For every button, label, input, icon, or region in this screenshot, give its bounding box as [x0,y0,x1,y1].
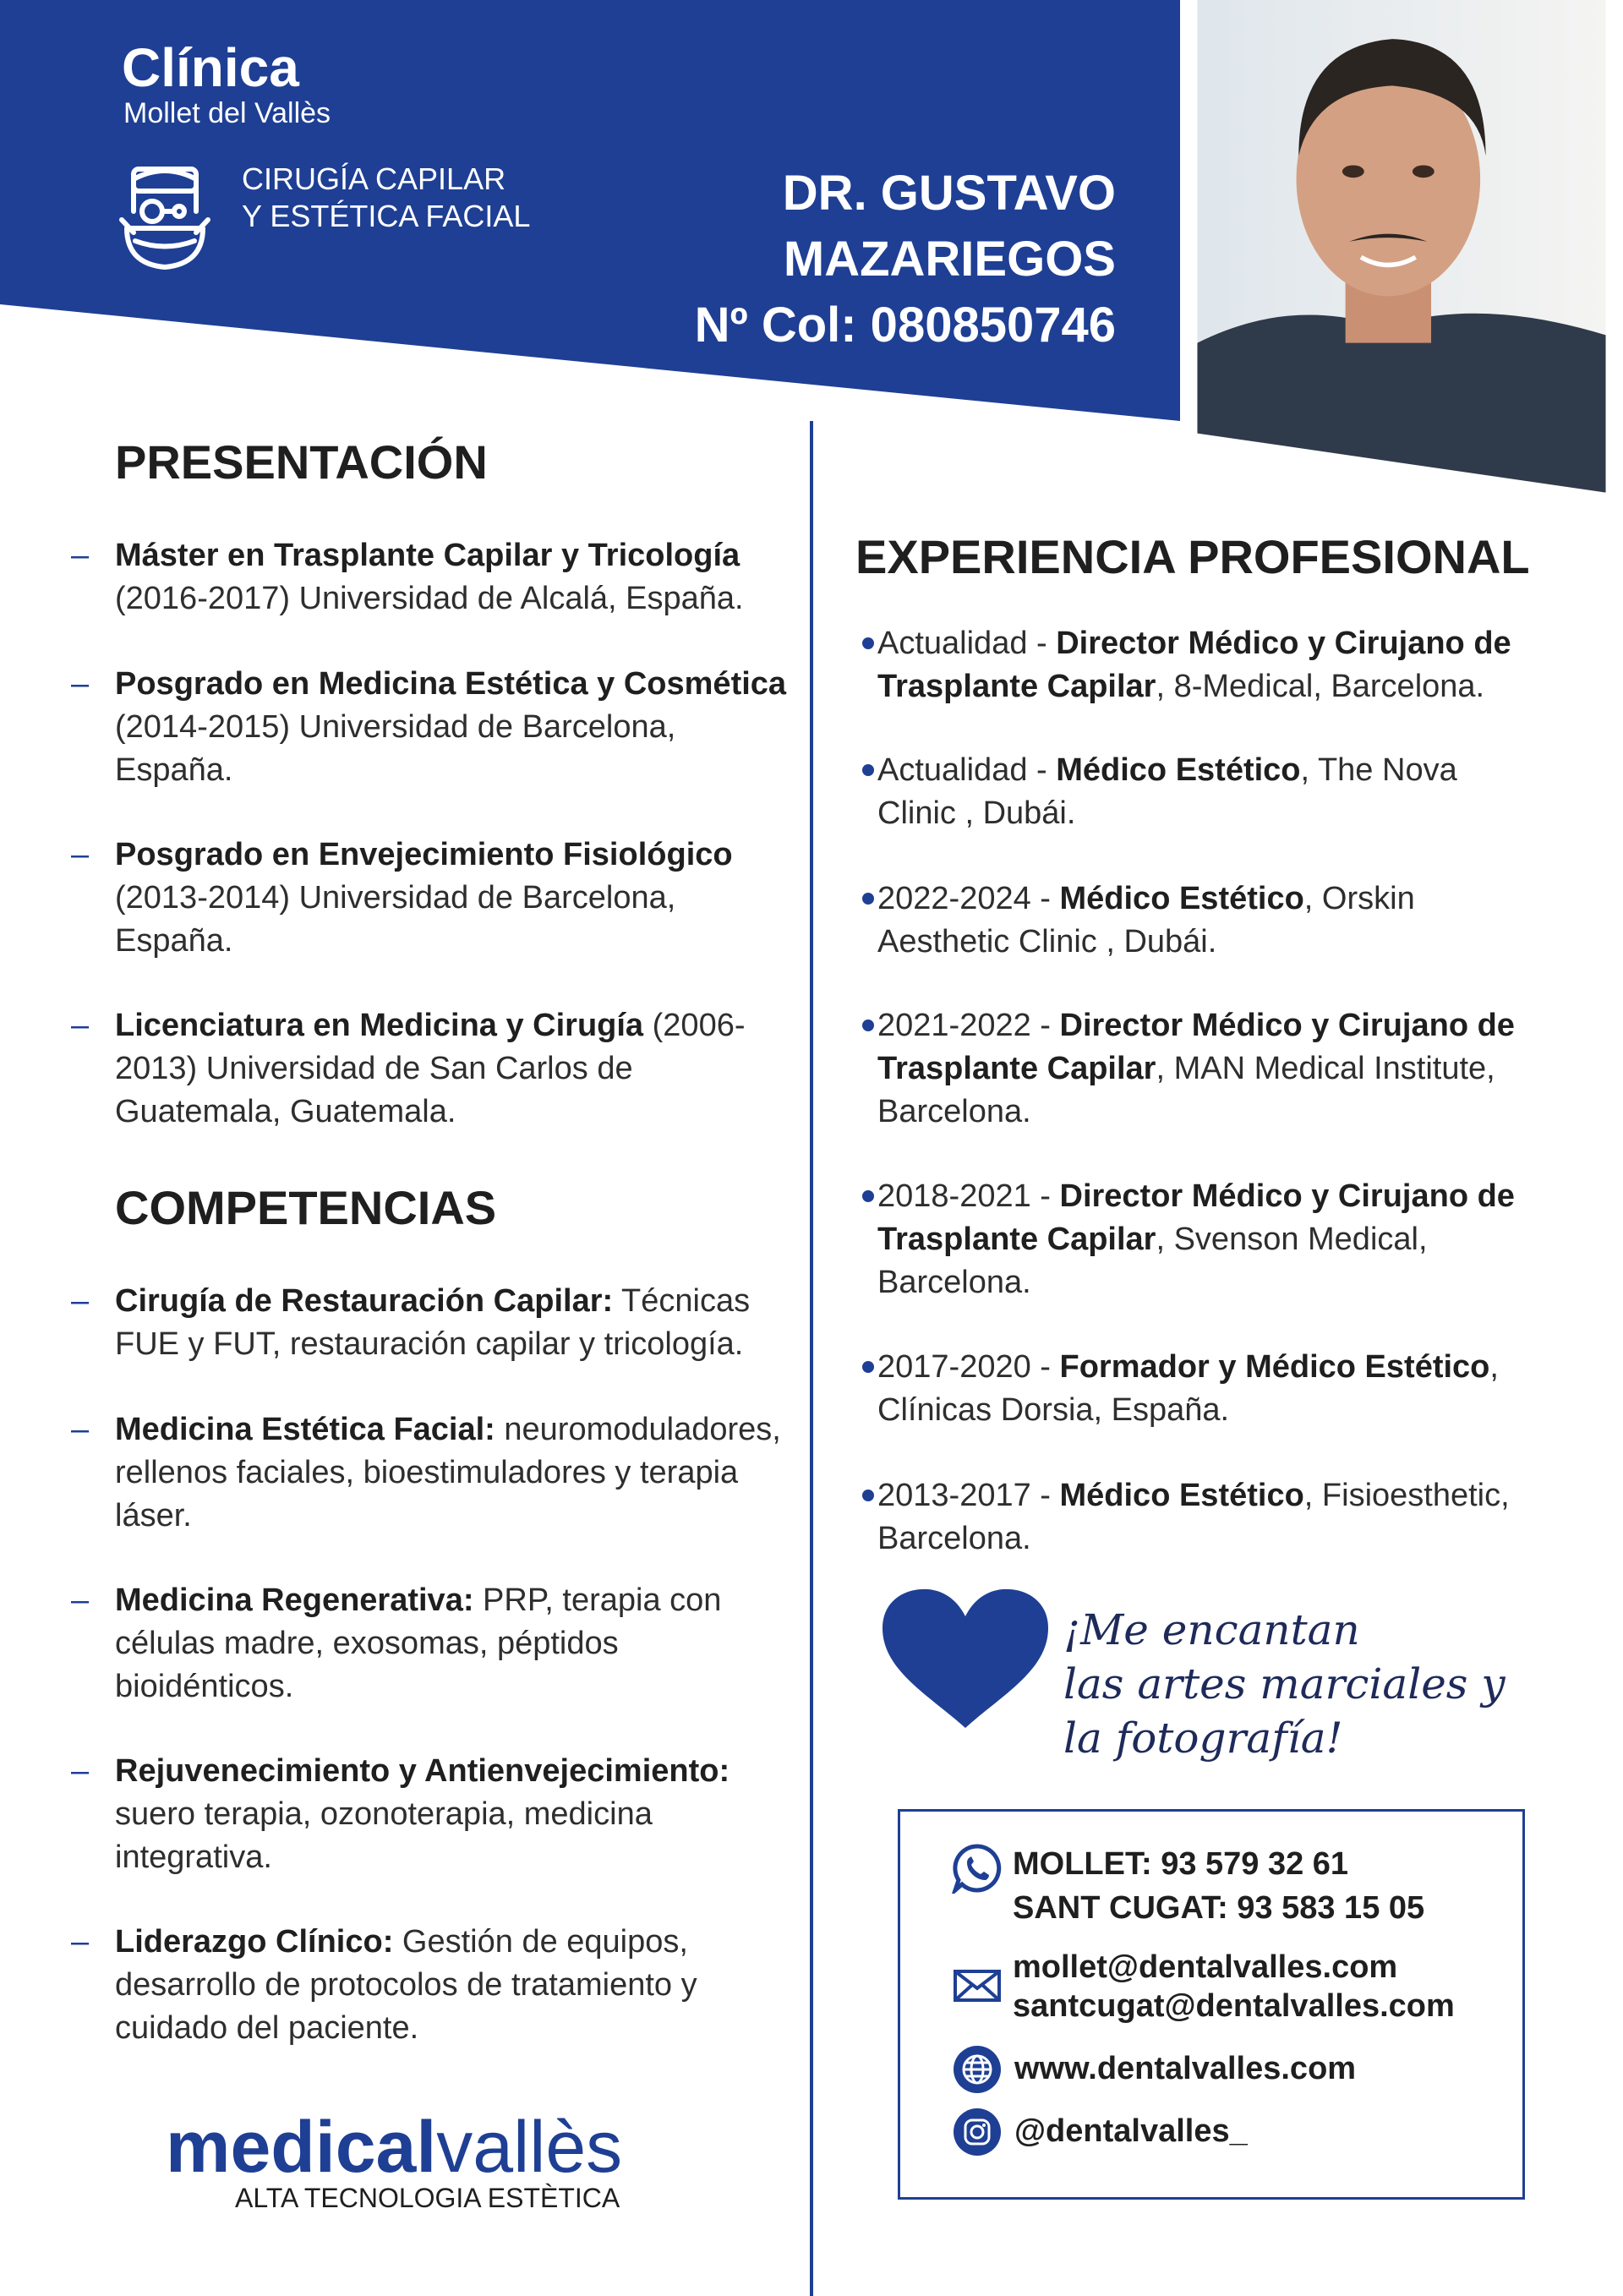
experiencia-item: 2013-2017 - Médico Estético, Fisioesthetic, Barcelona. [877,1478,1510,1556]
medicalvalles-logo [166,2105,622,2189]
website-link[interactable]: www.dentalvalles.com [1014,2051,1357,2086]
presentacion-heading: PRESENTACIÓN [115,435,488,489]
logo-subtitle: ALTA TECNOLOGIA ESTÈTICA [235,2183,620,2213]
experiencia-item: Actualidad - Director Médico y Cirujano de Trasplante Capilar, 8-Medical, Barcelona. [877,626,1511,704]
column-divider [810,421,813,2296]
doctor-photo [1180,0,1623,499]
hobby-line: las artes marciales y [1063,1659,1506,1708]
doctor-name-block [695,161,1116,358]
phone-mollet[interactable]: MOLLET: 93 579 32 61 [1013,1846,1349,1882]
instagram-icon [952,2107,1003,2157]
presentacion-item: Licenciatura en Medicina y Cirugía (2006-2013) Universidad de San Carlos de Guatemala, Guatemala. [115,1008,746,1129]
experiencia-item: 2017-2020 - Formador y Médico Estético, Clínicas Dorsia, España. [877,1349,1499,1428]
whatsapp-icon [952,1843,1003,1894]
competencias-heading: COMPETENCIAS [115,1181,497,1234]
bullet-dot [862,893,874,905]
tagline-facial-aesthetics: Y ESTÉTICA FACIAL [242,199,531,233]
hobby-line: ¡Me encantan [1063,1605,1360,1654]
list-dash: – [71,1924,90,1960]
logo-part-valles: vallès [436,2107,623,2188]
doctor-license-number: Nº Col: 080850746 [694,298,1116,353]
tagline-hair-surgery: CIRUGÍA CAPILAR [242,161,506,196]
bullet-dot [862,1361,874,1373]
list-dash: – [71,1753,90,1789]
presentacion-item: Posgrado en Medicina Estética y Cosmética (2014-2015) Universidad de Barcelona, España. [115,666,787,788]
presentacion-item: Máster en Trasplante Capilar y Tricología (2016-2017) Universidad de Alcalá, España. [115,538,744,616]
experiencia-item: 2021-2022 - Director Médico y Cirujano de Trasplante Capilar, MAN Medical Institute, Barcelona. [877,1008,1515,1129]
globe-icon [952,2044,1003,2095]
experiencia-item: 2018-2021 - Director Médico y Cirujano de Trasplante Capilar, Svenson Medical, Barcelona. [877,1178,1515,1300]
phone-sant-cugat[interactable]: SANT CUGAT: 93 583 15 05 [1013,1890,1425,1926]
list-dash: – [71,538,90,573]
hobby-text [1063,1603,1506,1765]
hobby-line: la fotografía! [1063,1714,1343,1763]
doctor-mask-icon [110,161,220,275]
competencia-item: Medicina Estética Facial: neuromoduladores, rellenos faciales, bioestimuladores y terapia láser. [115,1412,781,1533]
list-dash: – [71,1283,90,1319]
competencia-item: Cirugía de Restauración Capilar: Técnicas FUE y FUT, restauración capilar y tricología. [115,1283,751,1362]
bullet-dot [862,637,874,649]
experiencia-item: Actualidad - Médico Estético, The Nova Clinic , Dubái. [877,752,1457,831]
clinic-name: Clínica [122,37,299,98]
list-dash: – [71,666,90,702]
experiencia-item: 2022-2024 - Médico Estético, Orskin Aesthetic Clinic , Dubái. [877,881,1415,959]
competencia-item: Rejuvenecimiento y Antienvejecimiento: suero terapia, ozonoterapia, medicina integrativa. [115,1753,730,1875]
heart-icon [879,1586,1052,1730]
presentacion-item: Posgrado en Envejecimiento Fisiológico (2013-2014) Universidad de Barcelona, España. [115,837,733,959]
list-dash: – [71,1583,90,1618]
competencia-item: Medicina Regenerativa: PRP, terapia con células madre, exosomas, péptidos bioidénticos. [115,1583,722,1704]
bullet-dot [862,764,874,776]
experiencia-heading: EXPERIENCIA PROFESIONAL [855,530,1530,583]
bullet-dot [862,1490,874,1501]
competencia-item: Liderazgo Clínico: Gestión de equipos, desarrollo de protocolos de tratamiento y cuidado del paciente. [115,1924,697,2046]
doctor-first-name: DR. GUSTAVO [782,166,1116,221]
bullet-dot [862,1190,874,1202]
list-dash: – [71,1412,90,1447]
email-mollet[interactable]: mollet@dentalvalles.com [1013,1949,1398,1985]
list-dash: – [71,837,90,872]
clinic-location: Mollet del Vallès [123,97,331,129]
logo-part-medical: medical [166,2107,437,2188]
list-dash: – [71,1008,90,1043]
bullet-dot [862,1020,874,1031]
mail-icon [954,1970,1001,2002]
instagram-handle[interactable]: @dentalvalles_ [1014,2113,1248,2149]
email-sant-cugat[interactable]: santcugat@dentalvalles.com [1013,1988,1455,2024]
doctor-last-name: MAZARIEGOS [783,232,1116,287]
